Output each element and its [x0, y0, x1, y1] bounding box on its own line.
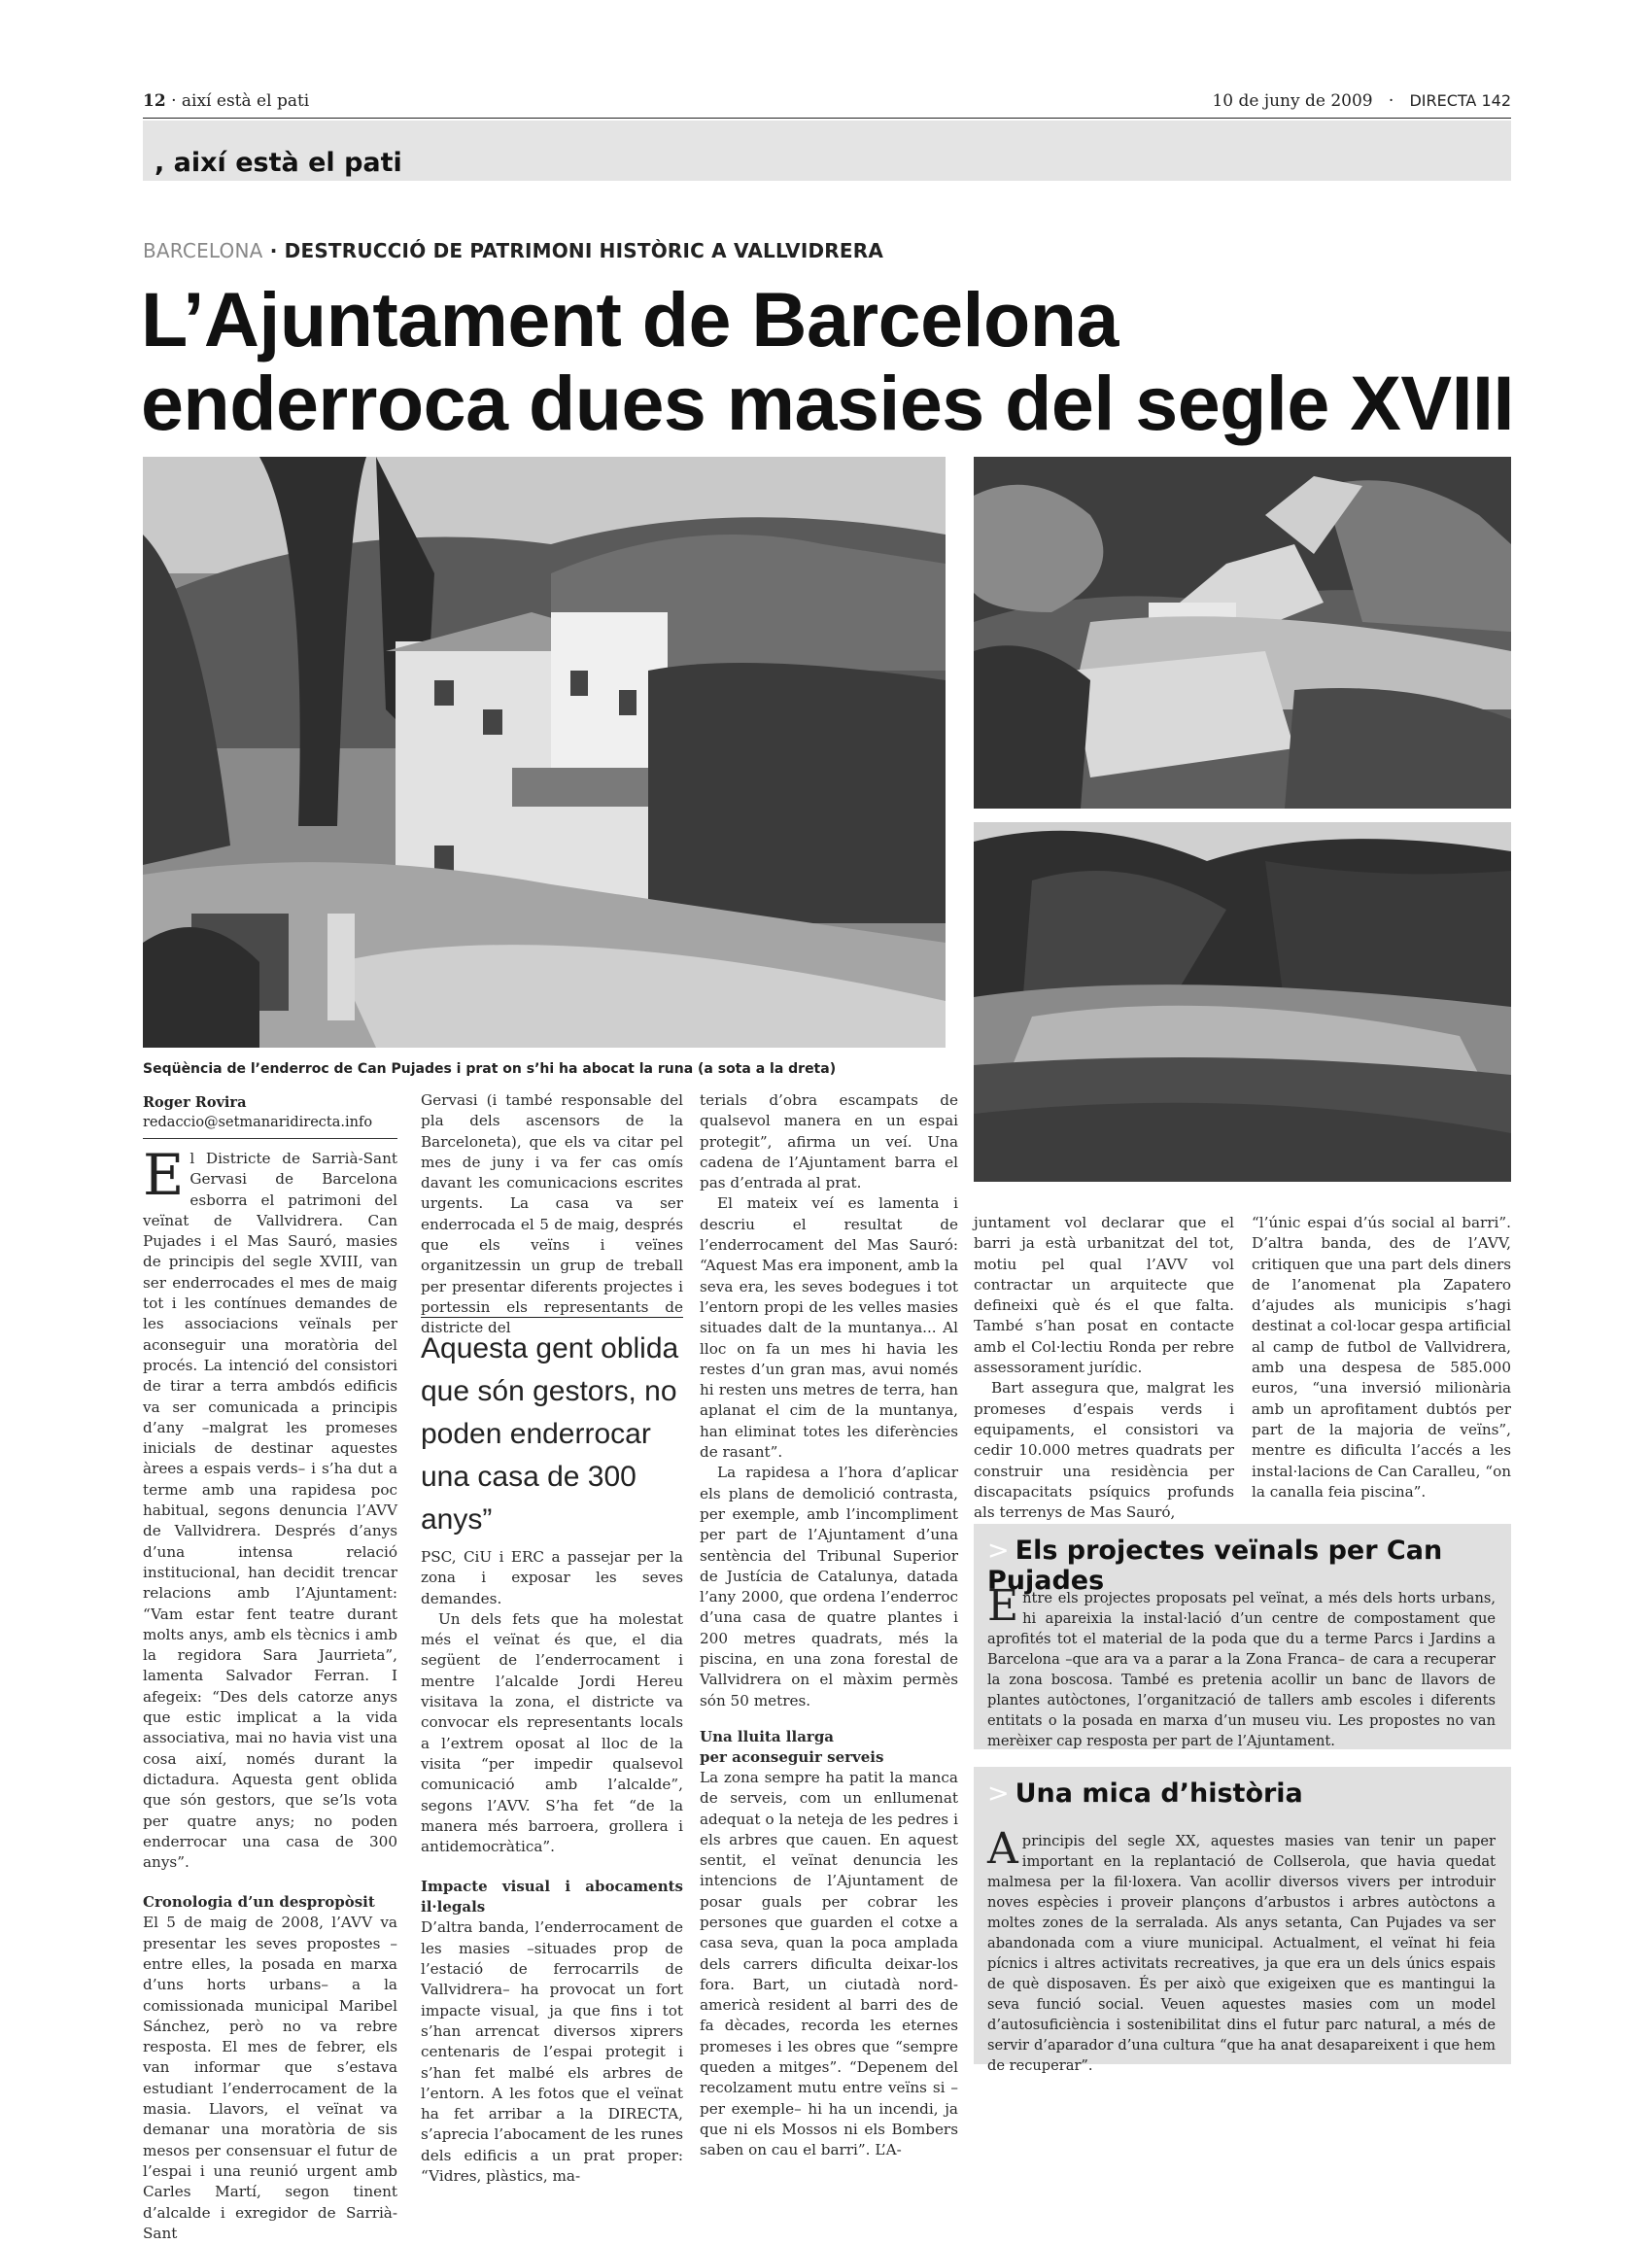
running-head-section: · així està el pati — [165, 91, 310, 111]
box-title-text: Els projectes veïnals per Can Pujades — [987, 1536, 1443, 1596]
subhead-impacte: Impacte visual i abocaments il·legals — [421, 1878, 683, 1916]
article-column-2-continued — [421, 1547, 683, 2187]
page-number: 12 — [143, 91, 166, 111]
box-title-projectes — [987, 1536, 1511, 1596]
running-head-left — [143, 91, 309, 111]
kicker-location: BARCELONA — [143, 239, 263, 262]
running-head-separator: · — [1388, 91, 1394, 111]
publication-name: DIRECTA 142 — [1409, 91, 1511, 110]
photo-meadow-image — [974, 822, 1511, 1182]
article-paragraph: Gervasi (i també responsable del pla dels ascensors de la Barceloneta), que els va citar pel mes de juny i va fer cas omís davant les comunicacions escrites urgents. La casa va ser enderrocada el 5 de maig, després que els veïns i veïnes organitzessin un grup de treball per presentar diferents projectes i portessin els representants de districte del — [421, 1091, 683, 1337]
subhead-lluita-line-1: Una lluita llarga — [700, 1727, 835, 1745]
kicker-topic: · DESTRUCCIÓ DE PATRIMONI HISTÒRIC A VALLVIDRERA — [262, 239, 884, 262]
sidebar-box-historia — [974, 1767, 1511, 2074]
article-paragraph: El mateix veí es lamenta i descriu el resultat de l’enderrocament del Mas Sauró: “Aquest Mas era imponent, amb la seva era, les seves bodegues i tot l’entorn propi de les velles masies situades dalt de la muntanya... Al lloc on fa un mes hi havia les restes d’un gran mas, avui només hi resten uns metres de terra, han aplanat el cim de la muntanya, han eliminat totes les diferències de rasant”. — [700, 1194, 958, 1462]
chevron-right-icon: > — [987, 1778, 1010, 1809]
article-paragraph: Bart assegura que, malgrat les promeses d’espais verds i equipaments, el consistori va cedir 10.000 metres quadrats per construir una residència per discapacitats psíquics profunds als terrenys de Mas Sauró, — [974, 1379, 1234, 1522]
article-column-3 — [700, 1090, 958, 2161]
subhead-lluita-line-2: per aconseguir serveis — [700, 1747, 884, 1766]
box-title-text: Una mica d’història — [1015, 1778, 1303, 1809]
article-paragraph: PSC, CiU i ERC a passejar per la zona i exposar les seves demandes. — [421, 1548, 683, 1607]
article-paragraph: “l’únic espai d’ús social al barri”. D’altra banda, des de l’AVV, critiquen que una part dels diners de l’anomenat pla Zapatero d’ajudes als municipis s’hagi destinat a col·locar gespa artificial al camp de futbol de Vallvidrera, amb una despesa de 585.000 euros, “una inversió milionària amb un aprofitament dubtós per part de la majoria de veïns”, mentre es dificulta l’accés a les instal·lacions de Can Caralleu, “on la canalla feia piscina”. — [1252, 1214, 1511, 1501]
article-headline — [141, 278, 1521, 445]
box-body-projectes — [987, 1581, 1496, 1751]
article-column-4 — [974, 1213, 1234, 1523]
author-name: Roger Rovira — [143, 1094, 247, 1111]
box-body-historia — [987, 1824, 1496, 2076]
byline — [143, 1093, 397, 1139]
photo-excavator-image — [974, 457, 1511, 809]
photo-masia-before — [143, 457, 946, 1048]
box-body-text: principis del segle XX, aquestes masies van tenir un paper important en la replantació de Collserola, que havia quedat malmesa per la fil·loxera. Van acollir diversos vivers per introduir noves espècies i proveir plançons d’arbustos i arbres autòctons a moltes zones de la serralada. Als anys setanta, Can Pujades va ser abandonada com a viure municipal. Actualment, el veïnat hi feia pícnics i altres activitats recreatives, ja que era un dels únics espais de què disposaven. És per això que exigeixen que es mantingui la seva funció social. Veuen aquestes masies com un model d’autosuficiència i sostenibilitat dins el futur parc natural, a més de servir d’aparador d’una cultura “que ha anat desapareixent i que hem de recuperar”. — [987, 1833, 1496, 2074]
article-column-5 — [1252, 1213, 1511, 1502]
article-paragraph: juntament vol declarar que el barri ja està urbanitzat del tot, motiu pel qual l’AVV vol contractar un arquitecte que defineixi què és el que falta. També s’han posat en contacte amb el Col·lectiu Ronda per rebre assessorament jurídic. — [974, 1214, 1234, 1377]
subhead-cronologia: Cronologia d’un despropòsit — [143, 1893, 375, 1912]
section-title: , així està el pati — [155, 148, 402, 178]
headline-line-2: enderroca dues masies del segle XVIII — [141, 360, 1514, 446]
section-band — [143, 121, 1511, 181]
article-paragraph: terials d’obra escampats de qualsevol manera en un espai protegit”, afirma un veí. Una cadena de l’Ajuntament barra el pas d’entrada al prat. — [700, 1091, 958, 1192]
running-head-right — [1212, 91, 1511, 111]
article-column-1 — [143, 1142, 397, 2244]
subhead-lluita — [700, 1727, 958, 1768]
article-paragraph: Un dels fets que ha molestat més el veïnat és que, el dia següent de l’enderrocament i mentre l’alcalde Jordi Hereu visitava la zona, el districte va convocar els representants locals a l’extrem oposat al lloc de la visita “per impedir qualsevol comunicació amb l’alcalde”, segons l’AVV. S’ha fet “de la manera més barroera, grollera i antidemocràtica”. — [421, 1609, 683, 1856]
photo-masia-image — [143, 457, 946, 1048]
paragraph-text: l Districte de Sarrià-Sant Gervasi de Barcelona esborra el patrimoni del veïnat de Vallvidrera. Can Pujades i el Mas Sauró, masies de principis del segle XVIII, van ser enderrocades el mes de maig tot i les contínues demandes de les associacions veïnals per aconseguir una moratòria del procés. La intenció del consistori de tirar a terra ambdós edificis va ser comunicada a principis d’any –malgrat les promeses inicials de destinar aquestes àrees a espais verds– i s’ha dut a terme amb una rapidesa poc habitual, segons denuncia l’AVV de Vallvidrera. Després d’anys d’una intensa relació institucional, han decidit trencar relacions amb l’Ajuntament: “Vam estar fent teatre durant molts anys, amb els tècnics i amb la regidora Sara Jaurrieta”, lamenta Salvador Ferran. I afegeix: “Des dels catorze anys que estic implicat a la vida associativa, mai no havia vist una cosa així, només durant la dictadura. Aquesta gent oblida que són gestors, que se’ls vota per quatre anys; no poden enderrocar una casa de 300 anys”. — [143, 1150, 397, 1872]
photo-caption: Seqüència de l’enderroc de Can Pujades i prat on s’hi ha abocat la runa (a sota a la dreta) — [143, 1061, 837, 1077]
pull-quote: Aquesta gent oblida que són gestors, no poden enderrocar una casa de 300 anys” — [421, 1317, 683, 1541]
author-email: redaccio@setmanaridirecta.info — [143, 1115, 373, 1130]
dropcap-e: E — [143, 1142, 185, 1208]
running-head — [143, 89, 1511, 119]
sidebar-box-projectes — [974, 1524, 1511, 1749]
photo-meadow-rubble — [974, 822, 1511, 1182]
box-dropcap: E — [987, 1581, 1019, 1631]
article-paragraph: La zona sempre ha patit la manca de serveis, com un enllumenat adequat o la neteja de les pedres i els arbres que cauen. En aquest sentit, el veïnat denuncia les intencions de l’Ajuntament de posar guals per cobrar les persones que guarden el cotxe a casa seva, quan la poca amplada dels carrers dificulta deixar-los fora. Bart, un ciutadà nord-americà resident al barri des de fa dècades, recorda les eternes promeses i les obres que “sempre queden a mitges”. “Depenem del recolzament mutu entre veïns si –per exemple– hi ha un incendi, ja que ni els Mossos ni els Bombers saben on cau el barri”. L’A- — [700, 1768, 958, 2159]
article-paragraph: El 5 de maig de 2008, l’AVV va presentar les seves propostes –entre elles, la posada en marxa d’uns horts urbans– a la comissionada municipal Maribel Sánchez, però no va rebre resposta. El mes de febrer, els van informar que s’estava estudiant l’enderrocament de la masia. Llavors, el veïnat va demanar una moratòria de sis mesos per consensuar el futur de l’espai i una reunió urgent amb Carles Martí, segon tinent d’alcalde i exregidor de Sarrià-Sant — [143, 1914, 397, 2242]
article-paragraph: D’altra banda, l’enderrocament de les masies –situades prop de l’estació de ferrocarrils de Vallvidrera– ha provocat un fort impacte visual, ja que fins i tot s’han arrencat diversos xiprers centenaris de l’espai protegit i s’han fet malbé els arbres de l’entorn. A les fotos que el veïnat ha fet arribar a la DIRECTA, s’aprecia l’abocament de les runes dels edificis a un prat proper: “Vidres, plàstics, ma- — [421, 1918, 683, 2186]
box-body-text: ntre els projectes proposats pel veïnat, a més dels horts urbans, hi apareixia la instal·lació d’un centre de compostament que aprofités tot el material de la poda que du a terme Parcs i Jardins a Barcelona –que ara va a parar a la Zona Franca– de cara a recuperar la zona boscosa. També es pretenia acollir un banc de llavors de plantes autòctones, l’organització de tallers amb escoles i diferents entitats o la posada en marxa d’un museu viu. Les propostes no van merèixer cap resposta per part de l’Ajuntament. — [987, 1590, 1496, 1749]
headline-line-1: L’Ajuntament de Barcelona — [141, 276, 1119, 362]
box-title-historia — [987, 1778, 1303, 1809]
article-column-2 — [421, 1090, 683, 1339]
photo-demolition-excavator — [974, 457, 1511, 809]
chevron-right-icon: > — [987, 1536, 1010, 1566]
article-kicker — [143, 239, 883, 262]
article-paragraph — [143, 1142, 397, 1873]
issue-date: 10 de juny de 2009 — [1212, 91, 1373, 111]
article-paragraph: La rapidesa a l’hora d’aplicar els plans de demolició contrasta, per exemple, amb l’incompliment per part de l’Ajuntament d’una sentència del Tribunal Superior de Justícia de Catalunya, datada l’any 2000, que ordena l’enderroc d’una casa de quatre plantes i 200 metres quadrats, més la piscina, en una zona forestal de Vallvidrera on el màxim permès són 50 metres. — [700, 1464, 958, 1709]
box-dropcap: A — [987, 1824, 1018, 1874]
